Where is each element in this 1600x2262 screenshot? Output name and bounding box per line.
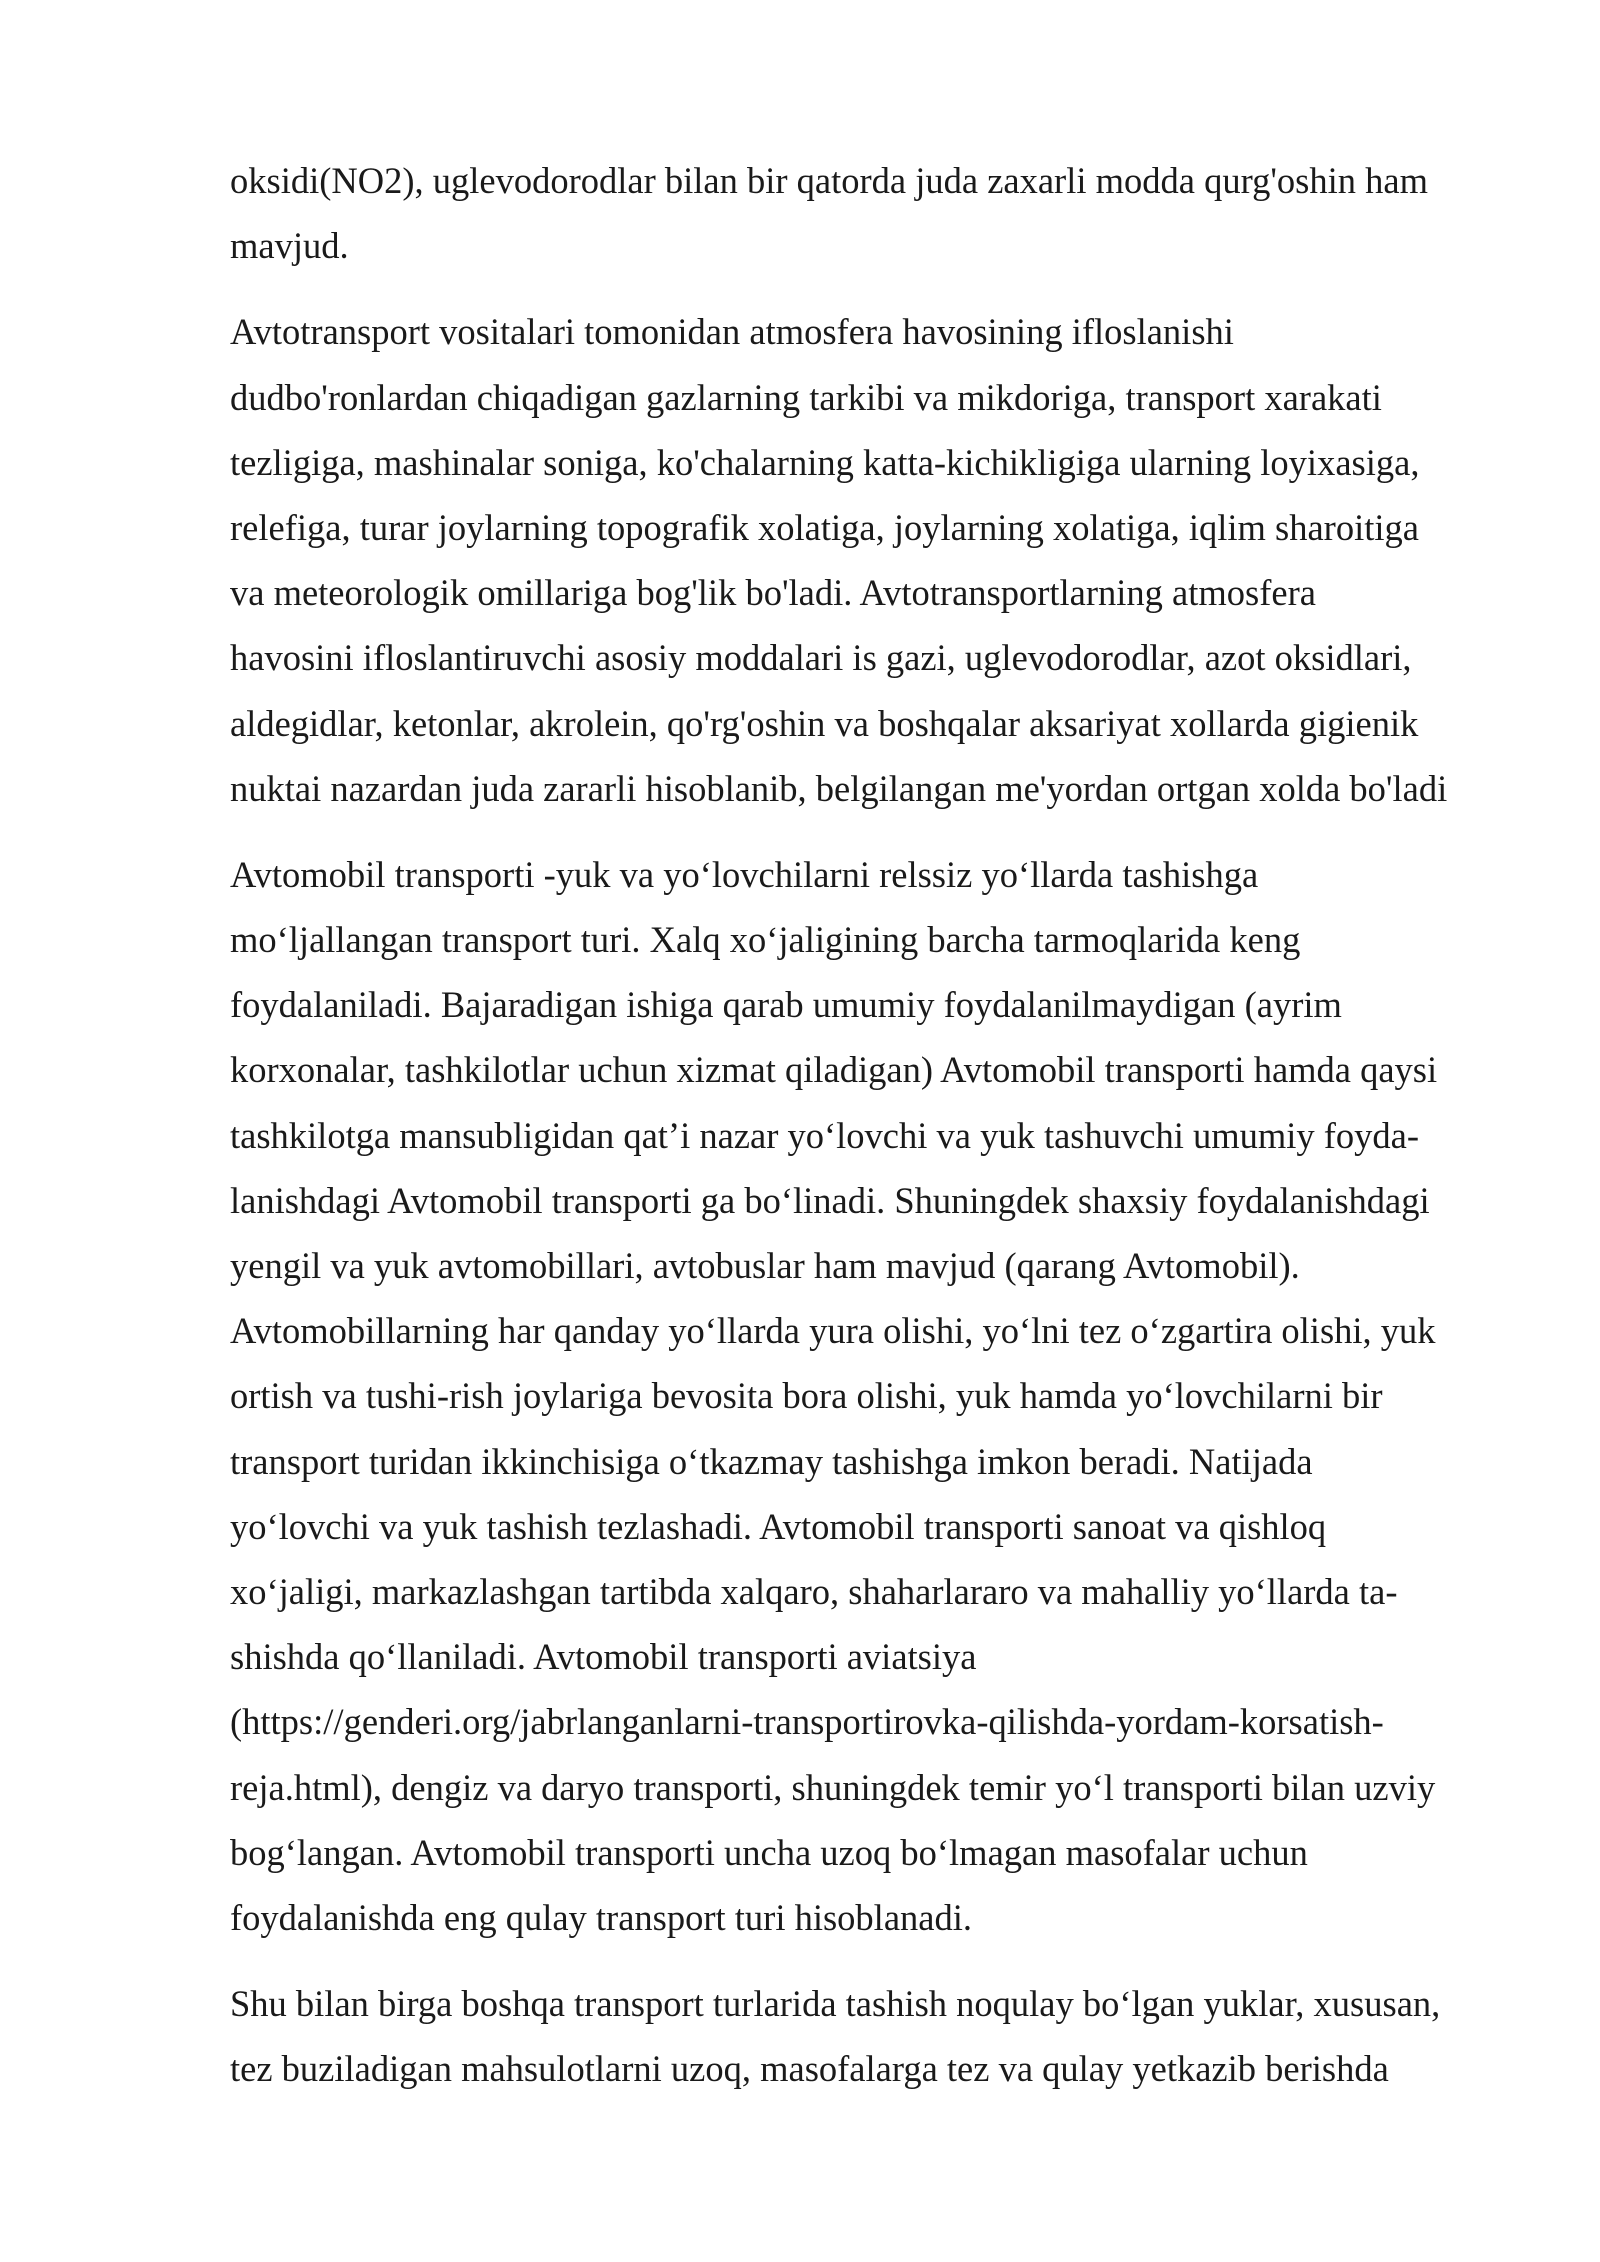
- text-line: tezligiga, mashinalar soniga, ko'chalarning katta-kichikligiga ularning loyixasiga,: [230, 441, 1420, 483]
- paragraph-2: [230, 299, 1520, 821]
- text-line: reja.html), dengiz va daryo transporti, shuningdek temir yo‘l transporti bilan uzviy: [230, 1766, 1436, 1808]
- text-line: foydalaniladi. Bajaradigan ishiga qarab umumiy foydalanilmaydigan (ayrim: [230, 984, 1342, 1026]
- paragraph-3: [230, 842, 1520, 1950]
- text-line: lanishdagi Avtomobil transporti ga bo‘linadi. Shuningdek shaxsiy foydalanishdagi: [230, 1179, 1430, 1221]
- text-line: Shu bilan birga boshqa transport turlarida tashish noqulay bo‘lgan yuklar, xususan,: [230, 1983, 1441, 2025]
- text-line: bog‘langan. Avtomobil transporti uncha uzoq bo‘lmagan masofalar uchun: [230, 1831, 1308, 1873]
- text-line: foydalanishda eng qulay transport turi hisoblanadi.: [230, 1896, 972, 1938]
- text-line: va meteorologik omillariga bog'lik bo'ladi. Avtotransportlarning atmosfera: [230, 572, 1316, 614]
- text-line: Avtomobil transporti -yuk va yo‘lovchilarni relssiz yo‘llarda tashishga: [230, 853, 1259, 895]
- text-line: Avtotransport vositalari tomonidan atmosfera havosining ifloslanishi: [230, 311, 1234, 353]
- text-line: transport turidan ikkinchisiga o‘tkazmay tashishga imkon beradi. Natijada: [230, 1440, 1313, 1482]
- text-line: nuktai nazardan juda zararli hisoblanib, belgilangan me'yordan ortgan xolda bo'ladi: [230, 767, 1448, 809]
- text-line: tashkilotga mansubligidan qat’i nazar yo‘lovchi va yuk tashuvchi umumiy foyda-: [230, 1114, 1420, 1156]
- text-line: relefiga, turar joylarning topografik xolatiga, joylarning xolatiga, iqlim sharoitiga: [230, 506, 1419, 548]
- text-line: ortish va tushi-rish joylariga bevosita bora olishi, yuk hamda yo‘lovchilarni bir: [230, 1375, 1383, 1417]
- text-line: shishda qo‘llaniladi. Avtomobil transporti aviatsiya: [230, 1636, 977, 1678]
- text-line: havosini ifloslantiruvchi asosiy moddalari is gazi, uglevodorodlar, azot oksidlari,: [230, 637, 1412, 679]
- text-line: yengil va yuk avtomobillari, avtobuslar ham mavjud (qarang Avtomobil).: [230, 1245, 1300, 1286]
- text-line: dudbo'ronlardan chiqadigan gazlarning tarkibi va mikdoriga, transport xarakati: [230, 376, 1382, 418]
- paragraph-1: [230, 148, 1520, 278]
- text-line: Avtomobillarning har qanday yo‘llarda yura olishi, yo‘lni tez o‘zgartira olishi, yuk: [230, 1310, 1436, 1352]
- text-line: oksidi(NO2), uglevodorodlar bilan bir qatorda juda zaxarli modda qurg'oshin ham: [230, 160, 1428, 201]
- text-line: yo‘lovchi va yuk tashish tezlashadi. Avtomobil transporti sanoat va qishloq: [230, 1505, 1327, 1547]
- text-line: mo‘ljallangan transport turi. Xalq xo‘jaligining barcha tarmoqlarida keng: [230, 919, 1301, 961]
- text-line: aldegidlar, ketonlar, akrolein, qo'rg'oshin va boshqalar aksariyat xollarda gigienik: [230, 702, 1419, 744]
- text-line: tez buziladigan mahsulotlarni uzoq, masofalarga tez va qulay yetkazib berishda: [230, 2048, 1389, 2090]
- text-line: korxonalar, tashkilotlar uchun xizmat qiladigan) Avtomobil transporti hamda qaysi: [230, 1049, 1438, 1091]
- text-line: xo‘jaligi, markazlashgan tartibda xalqaro, shaharlararo va mahalliy yo‘llarda ta-: [230, 1570, 1398, 1612]
- paragraph-4: [230, 1971, 1520, 2101]
- text-line: mavjud.: [230, 225, 349, 267]
- text-line: (https://genderi.org/jabrlanganlarni-transportirovka-qilishda-yordam-korsatish-: [230, 1701, 1384, 1743]
- document-body: [230, 148, 1520, 2101]
